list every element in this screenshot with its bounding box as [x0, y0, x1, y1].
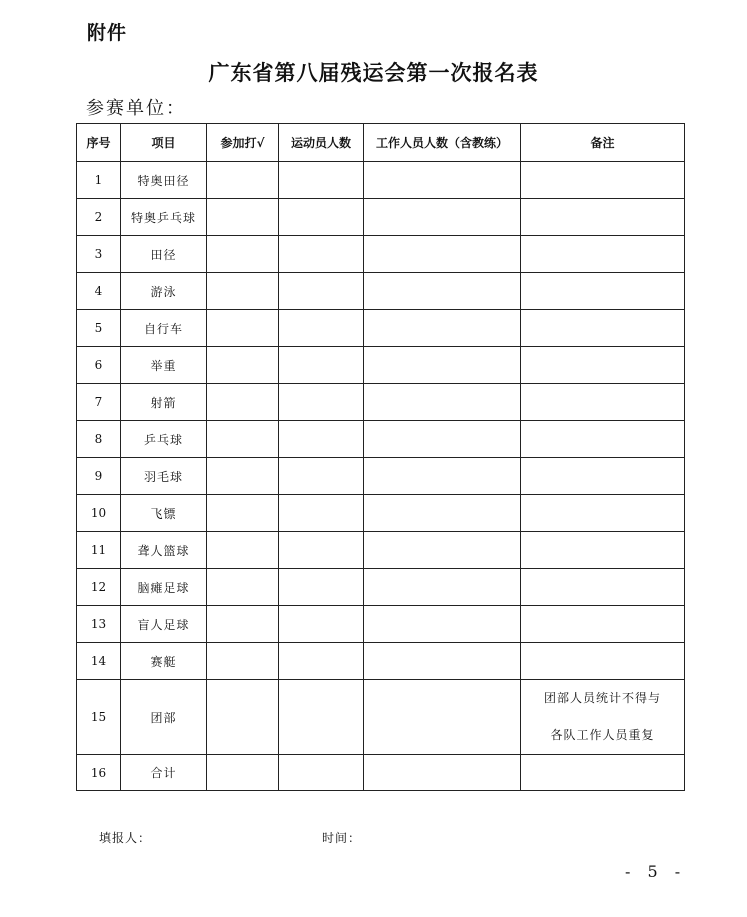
table-row [77, 199, 685, 236]
table-row [77, 421, 685, 458]
participate-cell[interactable] [207, 273, 279, 310]
participate-cell[interactable] [207, 199, 279, 236]
participate-cell[interactable] [207, 162, 279, 199]
note-cell[interactable] [521, 273, 685, 310]
table-row-total [77, 755, 685, 791]
table-row [77, 384, 685, 421]
table-row [77, 273, 685, 310]
row-item: 聋人篮球 [121, 532, 207, 569]
row-no: 12 [77, 569, 121, 606]
participate-cell[interactable] [207, 755, 279, 791]
staff-cell[interactable] [364, 162, 521, 199]
row-no: 15 [77, 680, 121, 755]
note-cell[interactable] [521, 680, 685, 755]
row-item: 团部 [121, 680, 207, 755]
row-item: 特奥田径 [121, 162, 207, 199]
row-no: 14 [77, 643, 121, 680]
table-row [77, 569, 685, 606]
participate-cell[interactable] [207, 347, 279, 384]
athletes-cell[interactable] [279, 273, 364, 310]
row-no: 2 [77, 199, 121, 236]
staff-cell[interactable] [364, 236, 521, 273]
athletes-cell[interactable] [279, 532, 364, 569]
participate-cell[interactable] [207, 310, 279, 347]
row-item: 射箭 [121, 384, 207, 421]
attachment-label: 附件 [87, 22, 128, 44]
row-item: 盲人足球 [121, 606, 207, 643]
table-row [77, 347, 685, 384]
note-line: 团部人员统计不得与 [543, 691, 661, 705]
header-item: 项目 [121, 124, 207, 162]
participate-cell[interactable] [207, 384, 279, 421]
staff-cell[interactable] [364, 347, 521, 384]
staff-cell[interactable] [364, 421, 521, 458]
row-item: 自行车 [121, 310, 207, 347]
staff-cell[interactable] [364, 458, 521, 495]
header-note: 备注 [521, 124, 685, 162]
participate-cell[interactable] [207, 495, 279, 532]
note-cell[interactable] [521, 458, 685, 495]
athletes-cell[interactable] [279, 199, 364, 236]
athletes-cell[interactable] [279, 236, 364, 273]
note-cell[interactable] [521, 643, 685, 680]
note-cell[interactable] [521, 495, 685, 532]
header-no: 序号 [77, 124, 121, 162]
athletes-cell[interactable] [279, 755, 364, 791]
page-number: - 5 - [625, 862, 687, 881]
table-row [77, 236, 685, 273]
header-staff: 工作人员人数（含教练） [364, 124, 521, 162]
row-no: 5 [77, 310, 121, 347]
staff-cell[interactable] [364, 569, 521, 606]
note-cell[interactable] [521, 162, 685, 199]
athletes-cell[interactable] [279, 569, 364, 606]
row-no: 8 [77, 421, 121, 458]
staff-cell[interactable] [364, 606, 521, 643]
row-item: 田径 [121, 236, 207, 273]
row-no: 4 [77, 273, 121, 310]
registration-table [76, 123, 685, 791]
athletes-cell[interactable] [279, 421, 364, 458]
row-item: 赛艇 [121, 643, 207, 680]
row-item: 脑瘫足球 [121, 569, 207, 606]
staff-cell[interactable] [364, 384, 521, 421]
table-row [77, 532, 685, 569]
participate-cell[interactable] [207, 643, 279, 680]
participate-cell[interactable] [207, 569, 279, 606]
row-item: 飞镖 [121, 495, 207, 532]
row-item: 游泳 [121, 273, 207, 310]
table-row [77, 310, 685, 347]
participate-cell[interactable] [207, 680, 279, 755]
note-cell[interactable] [521, 347, 685, 384]
staff-cell[interactable] [364, 495, 521, 532]
note-cell[interactable] [521, 384, 685, 421]
note-cell[interactable] [521, 569, 685, 606]
row-no: 11 [77, 532, 121, 569]
time-label: 时间： [322, 831, 362, 845]
staff-cell[interactable] [364, 643, 521, 680]
table-header-row [77, 124, 685, 162]
table-row [77, 458, 685, 495]
row-item: 乒乓球 [121, 421, 207, 458]
row-no: 7 [77, 384, 121, 421]
athletes-cell[interactable] [279, 347, 364, 384]
athletes-cell[interactable] [279, 680, 364, 755]
table-row [77, 680, 685, 755]
filler-label: 填报人： [99, 831, 152, 845]
row-item: 举重 [121, 347, 207, 384]
participate-cell[interactable] [207, 421, 279, 458]
staff-cell[interactable] [364, 273, 521, 310]
header-participate: 参加打√ [207, 124, 279, 162]
header-athletes: 运动员人数 [279, 124, 364, 162]
row-no: 6 [77, 347, 121, 384]
athletes-cell[interactable] [279, 162, 364, 199]
note-cell[interactable] [521, 236, 685, 273]
note-cell[interactable] [521, 421, 685, 458]
row-no: 13 [77, 606, 121, 643]
participate-cell[interactable] [207, 236, 279, 273]
staff-cell[interactable] [364, 680, 521, 755]
row-no: 9 [77, 458, 121, 495]
row-no: 3 [77, 236, 121, 273]
athletes-cell[interactable] [279, 495, 364, 532]
note-line: 各队工作人员重复 [550, 728, 655, 742]
table-row [77, 495, 685, 532]
participate-cell[interactable] [207, 458, 279, 495]
note-cell[interactable] [521, 532, 685, 569]
athletes-cell[interactable] [279, 310, 364, 347]
staff-cell[interactable] [364, 532, 521, 569]
table-row [77, 606, 685, 643]
athletes-cell[interactable] [279, 384, 364, 421]
athletes-cell[interactable] [279, 458, 364, 495]
unit-label: 参赛单位： [86, 98, 186, 119]
row-item: 特奥乒乓球 [121, 199, 207, 236]
table-row [77, 162, 685, 199]
table-row [77, 643, 685, 680]
staff-cell[interactable] [364, 310, 521, 347]
athletes-cell[interactable] [279, 643, 364, 680]
staff-cell[interactable] [364, 199, 521, 236]
note-cell[interactable] [521, 310, 685, 347]
note-cell[interactable] [521, 199, 685, 236]
row-no: 10 [77, 495, 121, 532]
athletes-cell[interactable] [279, 606, 364, 643]
participate-cell[interactable] [207, 532, 279, 569]
row-no: 16 [77, 755, 121, 791]
note-cell[interactable] [521, 755, 685, 791]
row-item: 羽毛球 [121, 458, 207, 495]
row-item: 合计 [121, 755, 207, 791]
note-cell[interactable] [521, 606, 685, 643]
row-no: 1 [77, 162, 121, 199]
staff-cell[interactable] [364, 755, 521, 791]
page-title: 广东省第八届残运会第一次报名表 [208, 60, 539, 85]
participate-cell[interactable] [207, 606, 279, 643]
